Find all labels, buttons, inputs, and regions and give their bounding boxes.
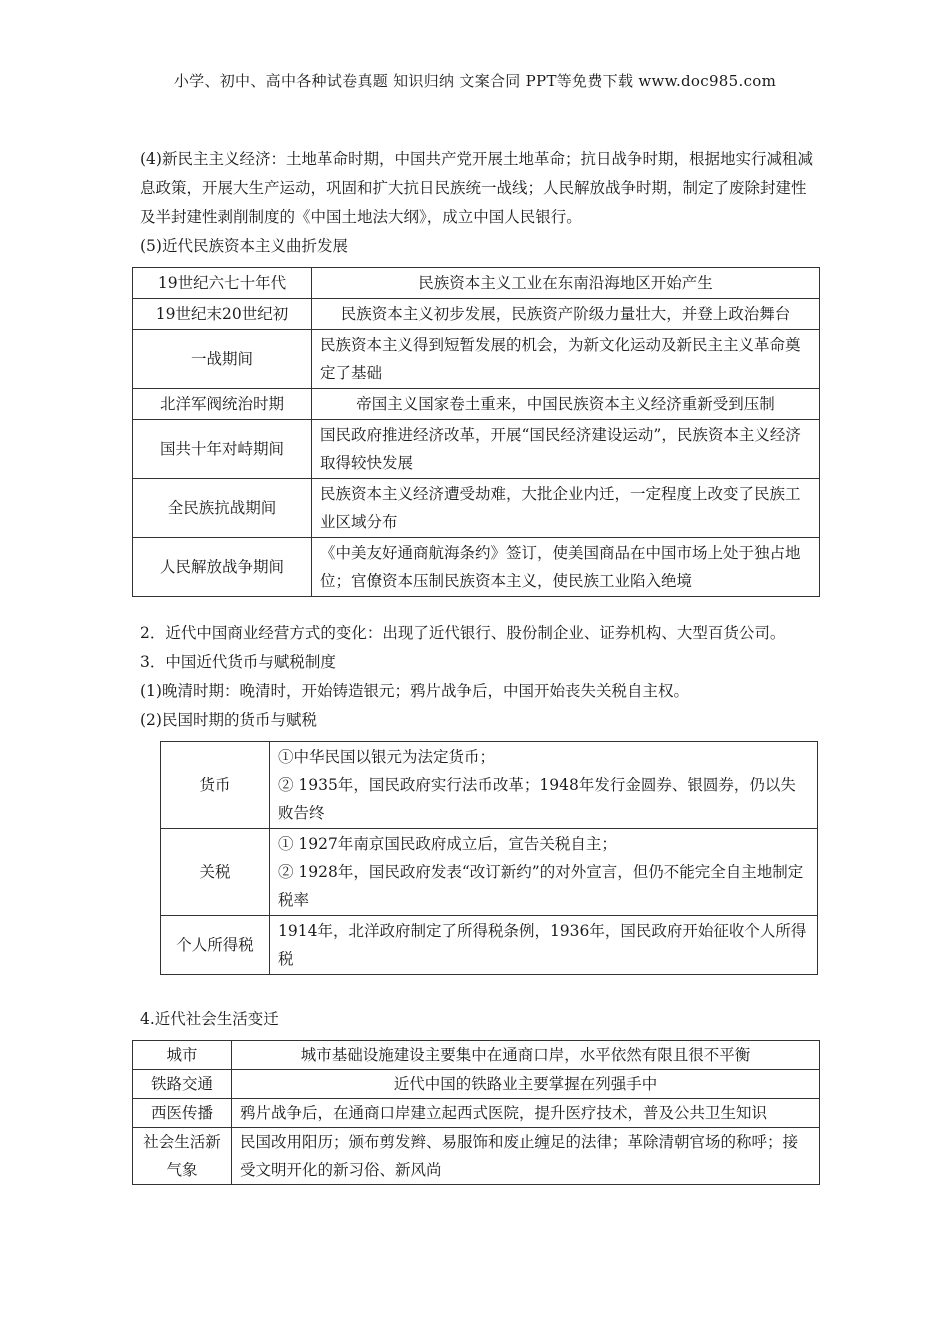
period-cell: 北洋军阀统治时期 [133, 389, 312, 420]
table-row [133, 1099, 820, 1128]
desc-cell [270, 829, 818, 916]
table-row [161, 829, 818, 916]
table-currency-tax [160, 741, 818, 975]
item-cell: 城市 [133, 1041, 232, 1070]
paragraph-late-qing: (1)晚清时期：晚清时，开始铸造银元；鸦片战争后，中国开始丧失关税自主权。 [140, 682, 689, 700]
desc-line: ② 1928年，国民政府发表“改订新约”的对外宣言，但仍不能完全自主地制定税率 [278, 863, 804, 909]
table-row [133, 299, 820, 330]
desc-cell: 民族资本主义经济遭受劫难，大批企业内迁，一定程度上改变了民族工业区域分布 [312, 479, 820, 538]
table-row [133, 389, 820, 420]
document-body [140, 145, 820, 1185]
desc-cell: 近代中国的铁路业主要掌握在列强手中 [232, 1070, 820, 1099]
item-cell: 西医传播 [133, 1099, 232, 1128]
section-heading-social: 4.近代社会生活变迁 [140, 1010, 279, 1028]
table-social-life [132, 1040, 820, 1185]
page-header: 小学、初中、高中各种试卷真题 知识归纳 文案合同 PPT等免费下载 www.doc985.com [173, 72, 777, 90]
table-row [161, 916, 818, 975]
table-row [133, 1041, 820, 1070]
period-cell: 人民解放战争期间 [133, 538, 312, 597]
item-cell: 社会生活新气象 [133, 1128, 232, 1185]
desc-cell: 国民政府推进经济改革，开展“国民经济建设运动”，民族资本主义经济取得较快发展 [312, 420, 820, 479]
paragraph-new-democracy: (4)新民主主义经济：土地革命时期，中国共产党开展土地革命；抗日战争时期，根据地实行减租减息政策，开展大生产运动，巩固和扩大抗日民族统一战线；人民解放战争时期，制定了废除封建性及半封建性剥削制度的《中国土地法大纲》，成立中国人民银行。 [140, 150, 813, 226]
desc-cell: 民族资本主义得到短暂发展的机会，为新文化运动及新民主主义革命奠定了基础 [312, 330, 820, 389]
item-cell: 货币 [161, 742, 270, 829]
table-row [133, 538, 820, 597]
table-capitalism [132, 267, 820, 597]
item-cell: 铁路交通 [133, 1070, 232, 1099]
table-row [133, 1128, 820, 1185]
item-cell: 关税 [161, 829, 270, 916]
table-row [133, 479, 820, 538]
desc-cell [270, 742, 818, 829]
period-cell: 国共十年对峙期间 [133, 420, 312, 479]
section-heading-currency: 3．中国近代货币与赋税制度 [140, 653, 336, 671]
table-row [133, 330, 820, 389]
period-cell: 全民族抗战期间 [133, 479, 312, 538]
section-heading-capitalism: (5)近代民族资本主义曲折发展 [140, 237, 348, 255]
desc-cell: 民族资本主义初步发展，民族资产阶级力量壮大，并登上政治舞台 [312, 299, 820, 330]
table-row [161, 742, 818, 829]
period-cell: 19世纪六七十年代 [133, 268, 312, 299]
table-row [133, 420, 820, 479]
desc-line: ①中华民国以银元为法定货币； [278, 748, 496, 766]
table-row [133, 268, 820, 299]
desc-cell: 城市基础设施建设主要集中在通商口岸，水平依然有限且很不平衡 [232, 1041, 820, 1070]
desc-cell: 帝国主义国家卷土重来，中国民族资本主义经济重新受到压制 [312, 389, 820, 420]
subheading-roc-currency: (2)民国时期的货币与赋税 [140, 711, 317, 729]
desc-cell [270, 916, 818, 975]
desc-cell: 《中美友好通商航海条约》签订，使美国商品在中国市场上处于独占地位；官僚资本压制民族资本主义，使民族工业陷入绝境 [312, 538, 820, 597]
desc-line: 1914年，北洋政府制定了所得税条例，1936年，国民政府开始征收个人所得税 [278, 922, 807, 968]
desc-line: ① 1927年南京国民政府成立后，宣告关税自主； [278, 835, 617, 853]
item-cell: 个人所得税 [161, 916, 270, 975]
desc-cell: 民国改用阳历；颁布剪发辫、易服饰和废止缠足的法律；革除清朝官场的称呼；接受文明开化的新习俗、新风尚 [232, 1128, 820, 1185]
period-cell: 一战期间 [133, 330, 312, 389]
desc-line: ② 1935年，国民政府实行法币改革；1948年发行金圆券、银圆券，仍以失败告终 [278, 776, 796, 822]
table-row [133, 1070, 820, 1099]
desc-cell: 鸦片战争后，在通商口岸建立起西式医院，提升医疗技术，普及公共卫生知识 [232, 1099, 820, 1128]
paragraph-commerce: 2．近代中国商业经营方式的变化：出现了近代银行、股份制企业、证券机构、大型百货公司。 [140, 624, 786, 642]
desc-cell: 民族资本主义工业在东南沿海地区开始产生 [312, 268, 820, 299]
period-cell: 19世纪末20世纪初 [133, 299, 312, 330]
